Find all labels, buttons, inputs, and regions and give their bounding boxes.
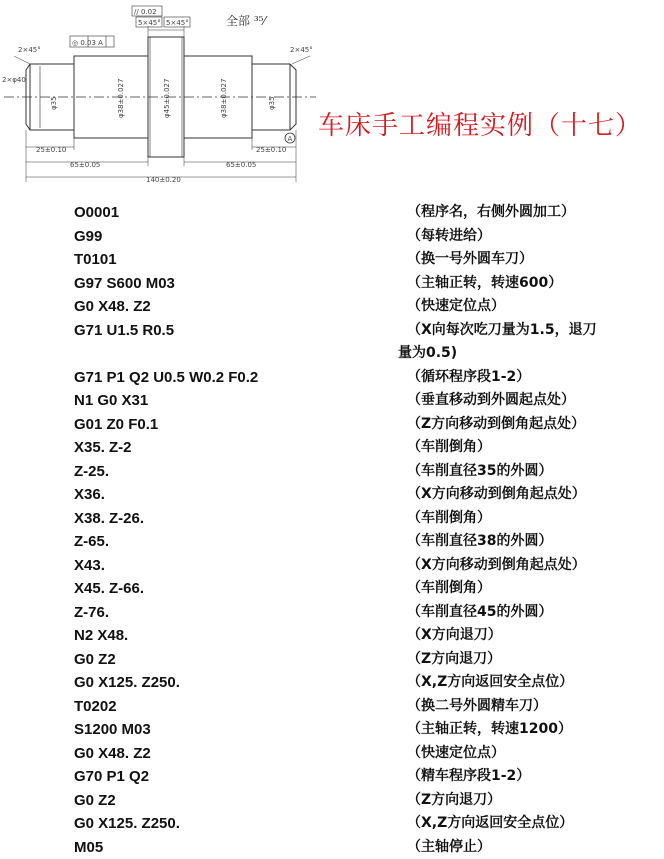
len-65-right: 65±0.05 bbox=[226, 161, 256, 169]
gcode-text: T0202 bbox=[74, 695, 117, 718]
gcode-text: X43. bbox=[74, 554, 105, 577]
program-line bbox=[0, 460, 664, 484]
gcode-text: X36. bbox=[74, 483, 105, 506]
program-line bbox=[0, 342, 664, 366]
program-line bbox=[0, 483, 664, 507]
program-line bbox=[0, 272, 664, 296]
gcode-text: G01 Z0 F0.1 bbox=[74, 413, 158, 436]
chamfer-dim-a: 5×45° bbox=[138, 19, 161, 27]
program-line bbox=[0, 671, 664, 695]
len-25-left: 25±0.10 bbox=[36, 146, 66, 154]
gcode-text: N2 X48. bbox=[74, 624, 128, 647]
runout-tolerance: // 0.02 bbox=[134, 8, 157, 16]
gcode-text: G0 X125. Z250. bbox=[74, 812, 180, 835]
gcode-comment: （每转进给） bbox=[407, 225, 647, 248]
gcode-comment: （车削直径45的外圆） bbox=[407, 601, 647, 624]
gcode-comment: （程序名，右侧外圆加工） bbox=[407, 201, 647, 224]
program-line bbox=[0, 765, 664, 789]
dia-35-left: φ35 bbox=[50, 96, 58, 110]
program-line bbox=[0, 577, 664, 601]
gcode-comment: （X方向移动到倒角起点处） bbox=[407, 483, 647, 506]
gcode-comment: （X向每次吃刀量为1.5，退刀 bbox=[407, 319, 647, 342]
gcode-text: G0 X48. Z2 bbox=[74, 742, 151, 765]
program-line bbox=[0, 201, 664, 225]
gcode-text: G0 X48. Z2 bbox=[74, 295, 151, 318]
gcode-comment: （车削直径35的外圆） bbox=[407, 460, 647, 483]
program-line bbox=[0, 601, 664, 625]
gcode-comment: （X,Z方向返回安全点位） bbox=[407, 671, 647, 694]
surface-roughness-note: 全部 ³⁵⁄ bbox=[226, 12, 265, 29]
gcode-text: G99 bbox=[74, 225, 102, 248]
gcode-comment: （垂直移动到外圆起点处） bbox=[407, 389, 647, 412]
chamfer-dim-b: 5×45° bbox=[166, 19, 189, 27]
len-25-right: 25±0.10 bbox=[256, 146, 286, 154]
dia-45: φ45±0.027 bbox=[163, 79, 171, 118]
comment-continuation: 量为0.5) bbox=[398, 342, 457, 365]
program-line bbox=[0, 389, 664, 413]
thread-left-label: 2×φ40 bbox=[2, 76, 26, 84]
program-line bbox=[0, 366, 664, 390]
gcode-comment: （X,Z方向返回安全点位） bbox=[407, 812, 647, 835]
chamfer-left-label: 2×45° bbox=[18, 46, 41, 54]
gcode-comment: （X方向退刀） bbox=[407, 624, 647, 647]
program-line bbox=[0, 648, 664, 672]
program-line bbox=[0, 812, 664, 836]
gcode-text: X38. Z-26. bbox=[74, 507, 144, 530]
gcode-text: O0001 bbox=[74, 201, 119, 224]
dia-35-right: φ35 bbox=[268, 96, 276, 110]
gcode-comment: （车削倒角） bbox=[407, 577, 647, 600]
program-line bbox=[0, 295, 664, 319]
program-line bbox=[0, 836, 664, 859]
page-title: 车床手工编程实例（十七） bbox=[318, 105, 664, 142]
gcode-comment: （精车程序段1-2） bbox=[407, 765, 647, 788]
gcode-text: X35. Z-2 bbox=[74, 436, 132, 459]
gcode-text: G71 P1 Q2 U0.5 W0.2 F0.2 bbox=[74, 366, 258, 389]
len-65-left: 65±0.05 bbox=[70, 161, 100, 169]
gcode-text: Z-25. bbox=[74, 460, 109, 483]
gcode-text: G70 P1 Q2 bbox=[74, 765, 149, 788]
gcode-text: G0 Z2 bbox=[74, 789, 116, 812]
gcode-text: T0101 bbox=[74, 248, 117, 271]
gcode-comment: （换一号外圆车刀） bbox=[407, 248, 647, 271]
dia-38-left: φ38±0.027 bbox=[117, 79, 125, 118]
gcode-comment: （主轴停止） bbox=[407, 836, 647, 859]
program-line bbox=[0, 413, 664, 437]
program-line bbox=[0, 742, 664, 766]
gcode-comment: （车削直径38的外圆） bbox=[407, 530, 647, 553]
gcode-text: N1 G0 X31 bbox=[74, 389, 148, 412]
gcode-comment: （Z方向退刀） bbox=[407, 648, 647, 671]
gcode-comment: （Z方向移动到倒角起点处） bbox=[407, 413, 647, 436]
gcode-text: Z-76. bbox=[74, 601, 109, 624]
program-line bbox=[0, 225, 664, 249]
gcode-text: G71 U1.5 R0.5 bbox=[74, 319, 174, 342]
chamfer-right-label: 2×45° bbox=[290, 46, 313, 54]
gcode-text: G0 X125. Z250. bbox=[74, 671, 180, 694]
program-line bbox=[0, 554, 664, 578]
len-140: 140±0.20 bbox=[146, 176, 181, 184]
gcode-text: X45. Z-66. bbox=[74, 577, 144, 600]
gcode-comment: （换二号外圆精车刀） bbox=[407, 695, 647, 718]
gcode-text: G97 S600 M03 bbox=[74, 272, 175, 295]
datum-frame: ◎ 0.03 A bbox=[72, 39, 103, 47]
program-line bbox=[0, 248, 664, 272]
datum-marker: A bbox=[288, 135, 293, 143]
program-line bbox=[0, 789, 664, 813]
gcode-text: S1200 M03 bbox=[74, 718, 151, 741]
gcode-comment: （快速定位点） bbox=[407, 295, 647, 318]
program-line bbox=[0, 436, 664, 460]
gcode-text: Z-65. bbox=[74, 530, 109, 553]
gcode-comment: （车削倒角） bbox=[407, 436, 647, 459]
gcode-comment: （X方向移动到倒角起点处） bbox=[407, 554, 647, 577]
gcode-comment: （车削倒角） bbox=[407, 507, 647, 530]
program-line bbox=[0, 319, 664, 343]
gcode-comment: （Z方向退刀） bbox=[407, 789, 647, 812]
program-line bbox=[0, 530, 664, 554]
program-line bbox=[0, 507, 664, 531]
gcode-comment: （主轴正转，转速600） bbox=[407, 272, 647, 295]
shaft-drawing bbox=[0, 0, 320, 190]
dia-38-right: φ38±0.027 bbox=[220, 79, 228, 118]
gcode-text: G0 Z2 bbox=[74, 648, 116, 671]
program-line bbox=[0, 624, 664, 648]
gcode-text: M05 bbox=[74, 836, 103, 859]
gcode-comment: （循环程序段1-2） bbox=[407, 366, 647, 389]
program-line bbox=[0, 718, 664, 742]
gcode-comment: （快速定位点） bbox=[407, 742, 647, 765]
gcode-comment: （主轴正转，转速1200） bbox=[407, 718, 647, 741]
program-line bbox=[0, 695, 664, 719]
